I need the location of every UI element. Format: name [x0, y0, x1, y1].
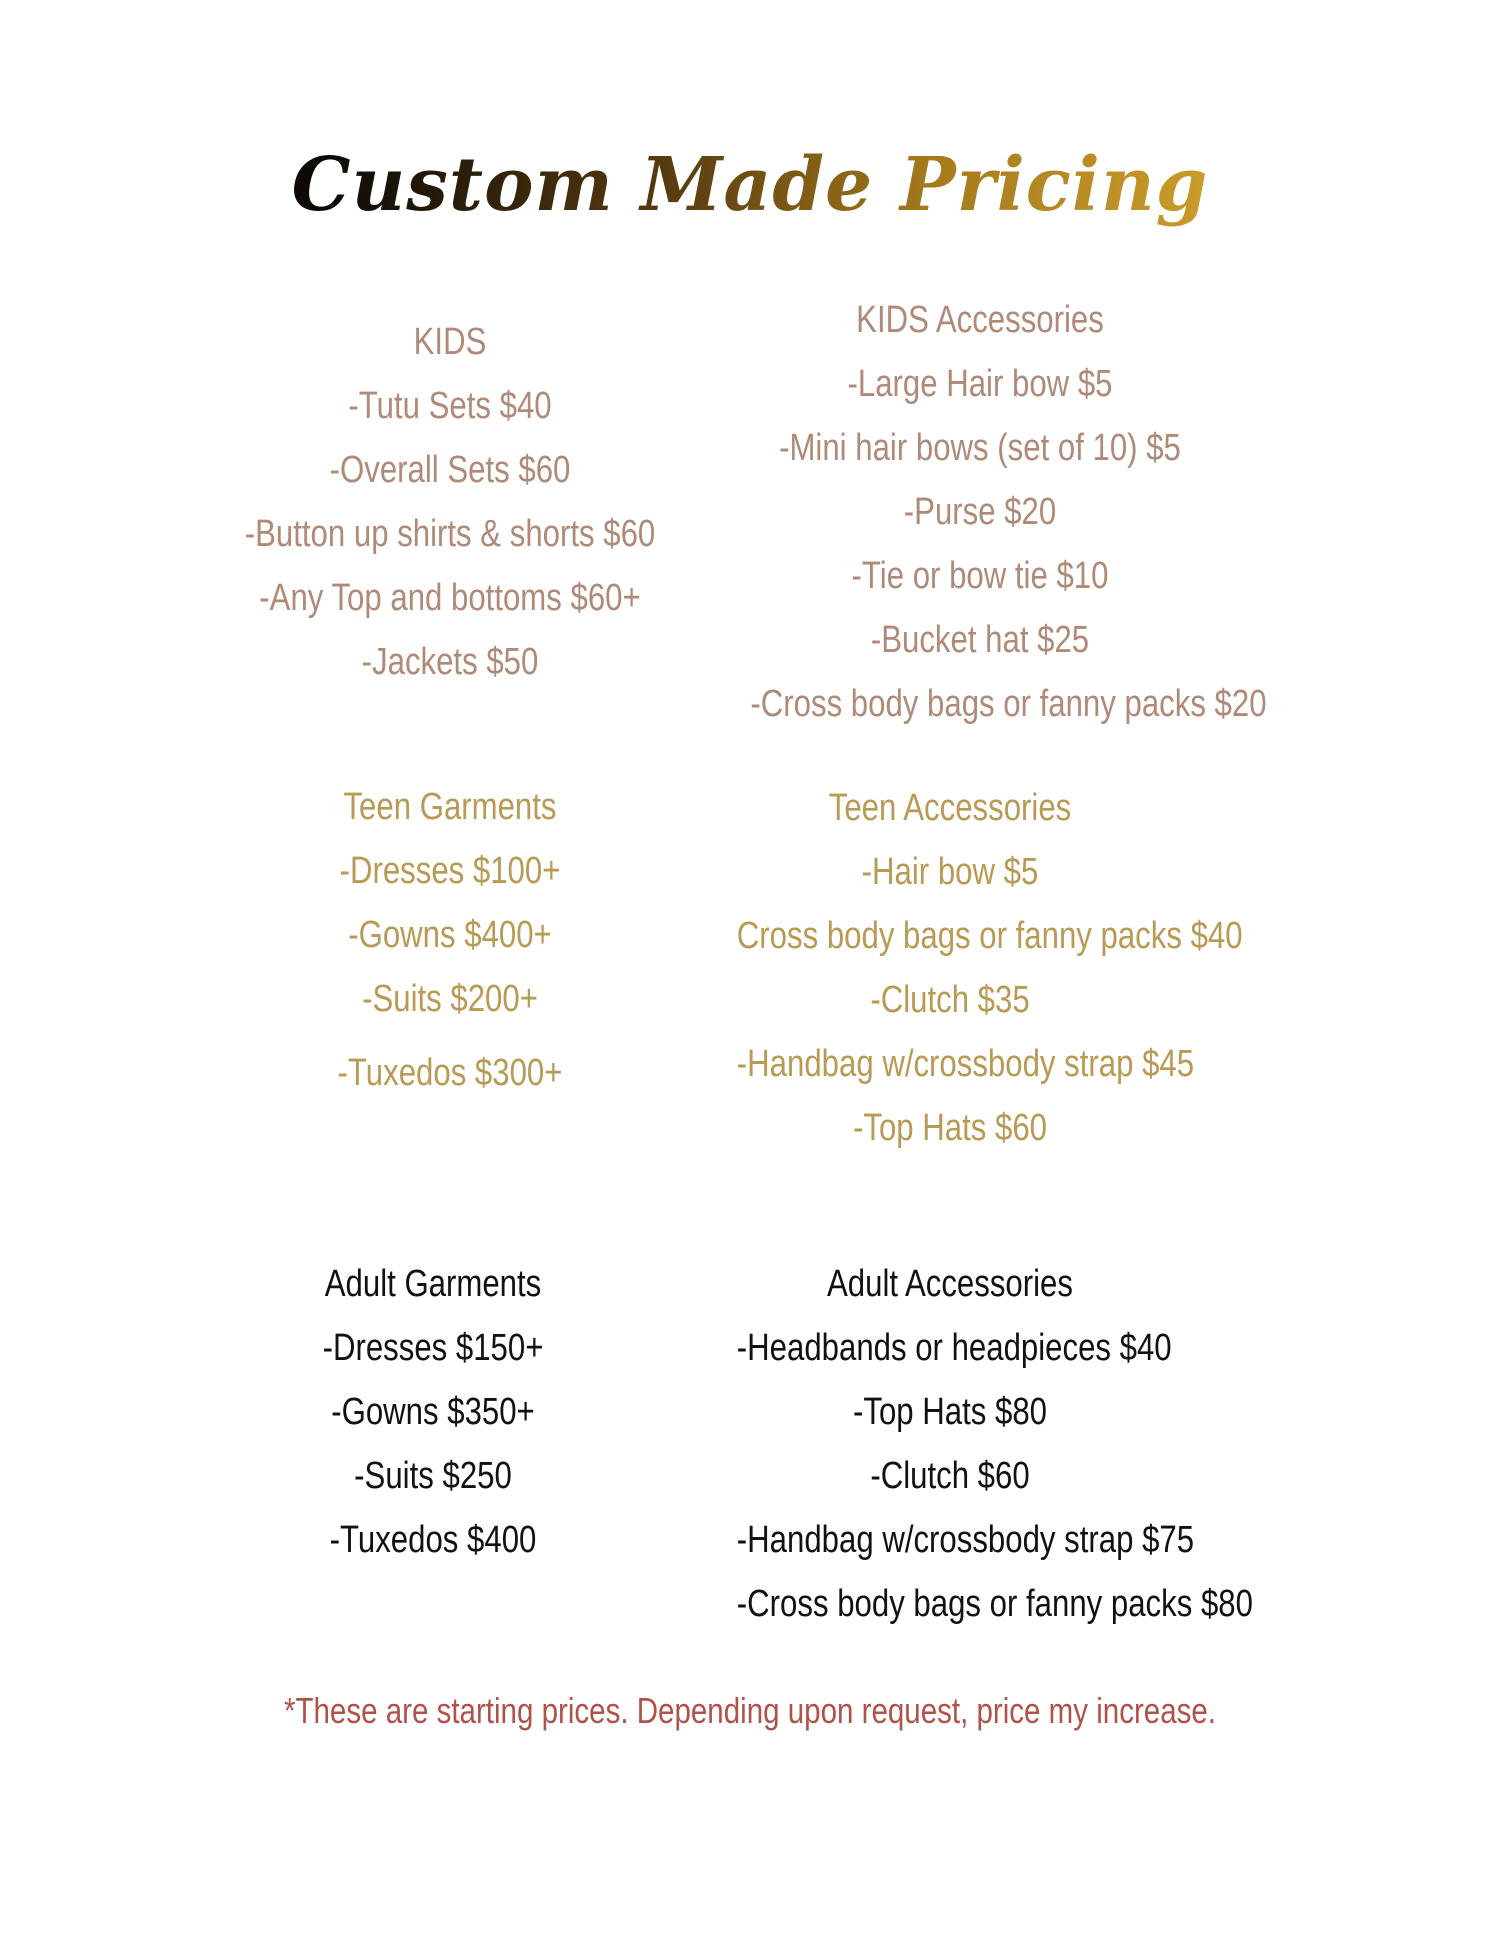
kids-accessories-item: -Tie or bow tie $10: [851, 555, 1109, 597]
teen-garments-item: -Gowns $400+: [348, 914, 552, 956]
kids-item: -Button up shirts & shorts $60: [244, 513, 656, 555]
kids-item: -Any Top and bottoms $60+: [259, 577, 641, 619]
kids-accessories-item: -Bucket hat $25: [870, 619, 1090, 661]
page-title: Custom Made Pricing: [0, 142, 1500, 228]
adult-garments-heading: Adult Garments: [324, 1263, 542, 1305]
kids-item: -Overall Sets $60: [329, 449, 571, 491]
kids-accessories-section: [750, 288, 1267, 736]
teen-garments-section: [286, 775, 614, 1105]
adult-accessories-item: -Handbag w/crossbody strap $75: [736, 1519, 1195, 1561]
adult-accessories-item: -Cross body bags or fanny packs $80: [736, 1583, 1253, 1625]
teen-garments-heading: Teen Garments: [343, 786, 557, 828]
kids-accessories-item: -Cross body bags or fanny packs $20: [750, 683, 1267, 725]
adult-accessories-item: -Clutch $60: [870, 1455, 1030, 1497]
teen-garments-item: -Dresses $100+: [339, 850, 561, 892]
adult-garments-item: -Suits $250: [354, 1455, 512, 1497]
kids-item: -Jackets $50: [361, 641, 539, 683]
teen-garments-item: -Tuxedos $300+: [337, 1052, 563, 1094]
adult-garments-item: -Gowns $350+: [331, 1391, 535, 1433]
teen-accessories-section: [736, 776, 1243, 1160]
teen-accessories-item: -Clutch $35: [870, 979, 1030, 1021]
teen-accessories-item: -Hair bow $5: [861, 851, 1039, 893]
kids-accessories-item: -Mini hair bows (set of 10) $5: [779, 427, 1181, 469]
kids-item: -Tutu Sets $40: [348, 385, 552, 427]
teen-accessories-heading: Teen Accessories: [828, 787, 1072, 829]
teen-accessories-item: Cross body bags or fanny packs $40: [736, 915, 1243, 957]
teen-garments-item: -Suits $200+: [362, 978, 538, 1020]
kids-accessories-heading: KIDS Accessories: [856, 299, 1104, 341]
adult-garments-item: -Dresses $150+: [322, 1327, 544, 1369]
teen-accessories-item: -Top Hats $60: [852, 1107, 1047, 1149]
kids-heading: KIDS: [413, 321, 487, 363]
adult-accessories-heading: Adult Accessories: [827, 1263, 1073, 1305]
adult-accessories-item: -Headbands or headpieces $40: [736, 1327, 1172, 1369]
adult-accessories-section: [736, 1252, 1253, 1636]
teen-accessories-item: -Handbag w/crossbody strap $45: [736, 1043, 1195, 1085]
adult-garments-section: [269, 1252, 597, 1572]
adult-garments-item: -Tuxedos $400: [329, 1519, 537, 1561]
kids-accessories-item: -Large Hair bow $5: [847, 363, 1113, 405]
pricing-disclaimer: *These are starting prices. Depending upon request, price my increase.: [283, 1690, 1217, 1731]
adult-accessories-item: -Top Hats $80: [852, 1391, 1047, 1433]
kids-section: [237, 310, 663, 694]
kids-accessories-item: -Purse $20: [903, 491, 1057, 533]
